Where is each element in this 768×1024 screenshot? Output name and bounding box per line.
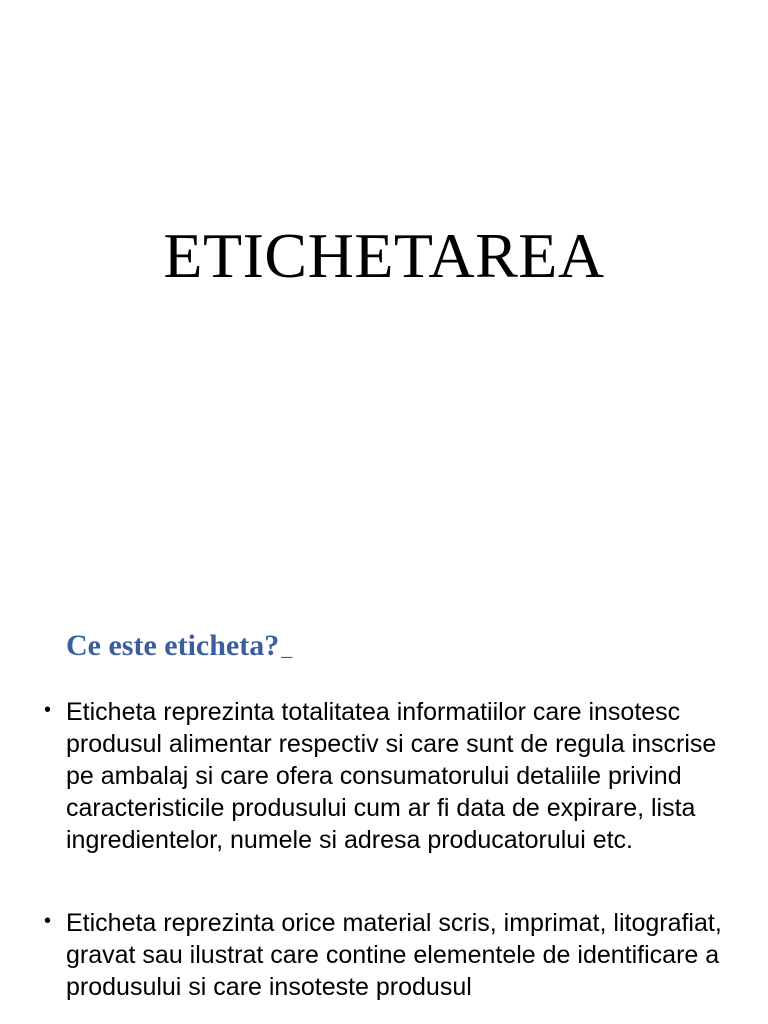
page-title: ETICHETAREA — [163, 220, 605, 291]
content-slide — [0, 600, 768, 1024]
bullet-text: Eticheta reprezinta totalitatea informatiilor care insotesc produsul alimentar respectiv si care sunt de regula inscrise pe ambalaj si care ofera consumatorului detaliile privind caracteristicile produsului cum ar fi data de expirare, lista ingredientelor, numele si adresa producatorului etc. — [66, 698, 717, 854]
section-heading-text: Ce este eticheta? — [66, 629, 280, 662]
bullet-dot-icon: • — [44, 910, 52, 932]
section-heading-suffix: _ — [281, 635, 293, 660]
bullet-text: Eticheta reprezinta orice material scris, imprimat, litografiat, gravat sau ilustrat care contine elementele de identificare a produsului si care insoteste produsul — [66, 909, 722, 1001]
bullet-dot-icon: • — [44, 699, 52, 721]
bullet-item — [0, 696, 768, 856]
section-heading — [66, 626, 292, 668]
bullet-item — [0, 907, 768, 1003]
bullet-list — [0, 696, 768, 1003]
